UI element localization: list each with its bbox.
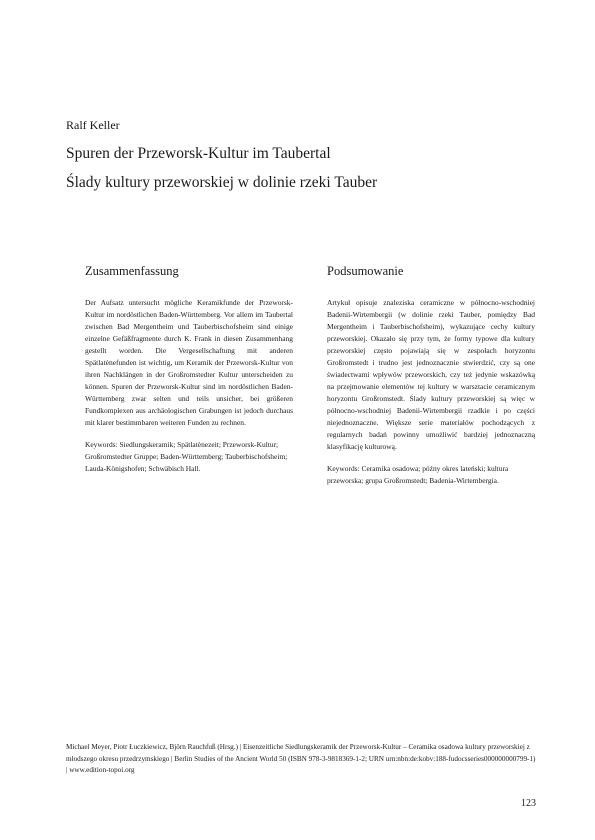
page-number: 123 — [521, 798, 536, 809]
author-name: Ralf Keller — [66, 118, 120, 132]
title-polish: Ślady kultury przeworskiej w dolinie rzeki Tauber — [66, 174, 378, 191]
abstract-german-body: Der Aufsatz untersucht mögliche Keramikfunde der Przeworsk-Kultur im nordöstlichen Baden-Württemberg. Vor allem im Taubertal zwischen Bad Mergentheim und Tauberbischofsheim sind einige einzelne Gefäßfragmente durch K. Frank in diesen Zusammenhang gestellt worden. Die Vergesellschaftung mit anderen Spätlatènefunden ist wichtig, um Keramik der Przeworsk-Kultur von ihren Nachklängen in der Großromstedter Kultur unterscheiden zu können. Spuren der Przeworsk-Kultur sind im nordöstlichen Baden-Württemberg zwar selten und teils unsicher, bei größeren Fundkomplexen aus archäologischen Grabungen ist jedoch durchaus mit klarer bestimmbaren weiteren Funden zu rechnen. — [85, 298, 293, 427]
abstract-german-keywords: Keywords: Siedlungskeramik; Spätlatènezeit; Przeworsk-Kultur; Großromstedter Gruppe; Baden-Württemberg; Tauberbischofsheim; Lauda-Königshofen; Schwäbisch Hall. — [85, 440, 288, 473]
title-german: Spuren der Przeworsk-Kultur im Taubertal — [66, 145, 331, 162]
abstract-polish — [327, 264, 535, 487]
abstract-german-heading: Zusammenfassung — [85, 264, 179, 278]
abstract-german — [85, 264, 293, 475]
abstract-polish-body: Artykuł opisuje znaleziska ceramiczne w północno-wschodniej Badenii-Wirtembergii (w dolinie rzeki Tauber, pomiędzy Bad Mergentheim i Tauberbischofsheim), wykazujące cechy kultury przeworskiej. Okazało się przy tym, że formy typowe dla kultury przeworskiej często pojawiają się w zespołach horyzontu Großromstedt i trudno jest jednoznacznie stwierdzić, czy są one świadectwami wpływów przeworskich, czy też jedynie wskazówką na przejmowanie elementów tej kultury w warsztacie ceramicznym horyzontu Großromstedt. Ślady kultury przeworskiej są więc w północno-wschodniej Badenii-Wirtembergii rzadkie i po części niejednoznaczne. Większe serie materiałów pochodzących z regularnych badań powinny umożliwić bardziej jednoznaczną klasyfikację kulturową. — [327, 298, 535, 451]
abstract-polish-keywords: Keywords: Ceramika osadowa; późny okres lateński; kultura przeworska; grupa Großromstedt; Badenia-Wirtembergia. — [327, 464, 509, 485]
abstract-polish-heading: Podsumowanie — [327, 264, 404, 278]
publication-footer: Michael Meyer, Piotr Łuczkiewicz, Björn Rauchfuß (Hrsg.) | Eisenzeitliche Siedlungskeramik der Przeworsk-Kultur – Ceramika osadowa kultury przeworskiej z młodszego okresu przedrzymskiego | Berlin Studies of the Ancient World 50 (ISBN 978-3-9818369-1-2; URN urn:nbn:de:kobv:188-fudocsseries000000000799-1) | www.edition-topoi.org — [66, 743, 536, 774]
